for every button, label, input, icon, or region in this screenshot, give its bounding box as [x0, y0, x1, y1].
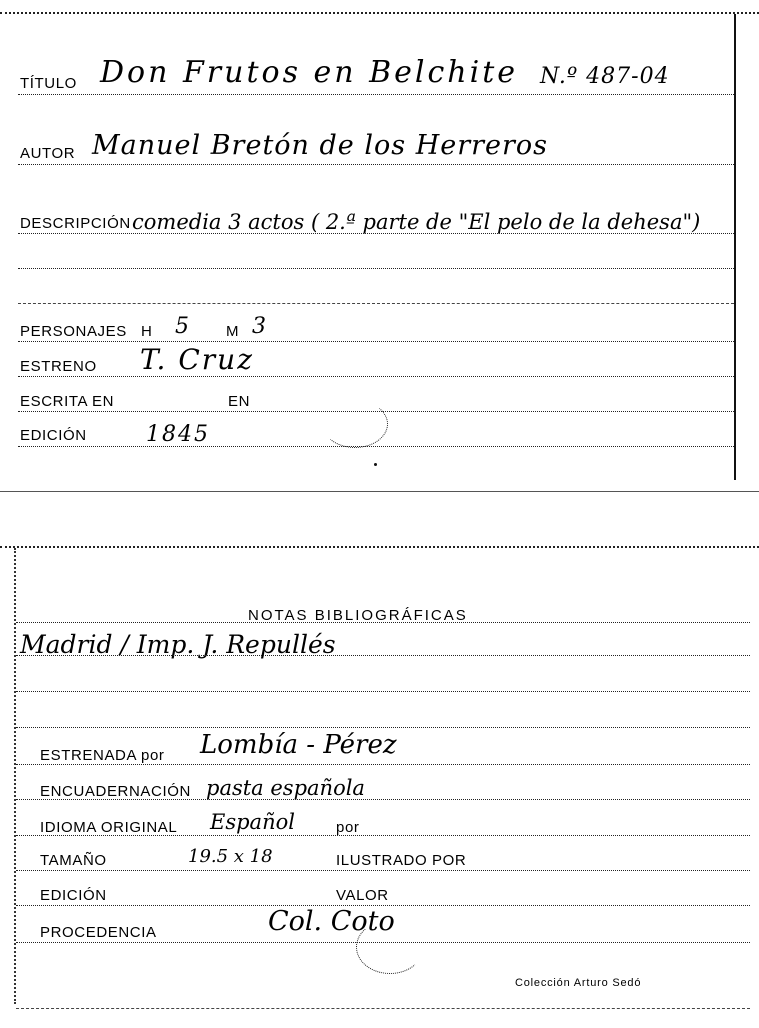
personajes-label: PERSONAJES: [20, 323, 127, 340]
catalog-card-front: [0, 0, 759, 492]
autor-label: AUTOR: [20, 145, 76, 162]
edicion-back-label: EDICIÓN: [40, 887, 107, 904]
tamano-value: 19.5 x 18: [188, 846, 273, 867]
notas-heading: NOTAS BIBLIOGRÁFICAS: [248, 607, 468, 624]
personajes-rule: [18, 341, 734, 342]
notas-rule: [16, 622, 750, 623]
autor-value: Manuel Bretón de los Herreros: [92, 130, 549, 161]
idioma-value: Español: [210, 810, 295, 834]
card-bottom-rule: [16, 1008, 750, 1009]
notas-rule-1: [16, 655, 750, 656]
titulo-rule: [18, 94, 734, 95]
notas-value: Madrid / Imp. J. Repullés: [20, 630, 336, 659]
personajes-m-value: 3: [252, 314, 266, 339]
ink-speck: [374, 463, 377, 466]
personajes-h-label: H: [141, 323, 153, 340]
personajes-m-label: M: [226, 323, 240, 340]
catalog-card-back: [0, 536, 759, 1028]
encuadernacion-label: ENCUADERNACIÓN: [40, 783, 191, 800]
edicion-label: EDICIÓN: [20, 427, 87, 444]
notas-rule-2: [16, 691, 750, 692]
escrita-en-label: EN: [228, 393, 251, 410]
descripcion-label: DESCRIPCIÓN: [20, 215, 131, 232]
estreno-value: T. Cruz: [140, 343, 254, 376]
idioma-por-label: por: [336, 819, 360, 836]
punch-hole: [322, 400, 388, 448]
idioma-label: IDIOMA ORIGINAL: [40, 819, 178, 836]
autor-rule: [18, 164, 734, 165]
edicion-rule: [18, 446, 734, 447]
edicion-value: 1845: [146, 422, 210, 447]
notas-rule-3: [16, 727, 750, 728]
estreno-rule: [18, 376, 734, 377]
descripcion-value: comedia 3 actos ( 2.ª parte de "El pelo de la dehesa"): [132, 210, 701, 234]
tamano-rule: [16, 870, 750, 871]
estrenada-rule: [16, 764, 750, 765]
card-bottom-edge: [0, 491, 759, 492]
escrita-label: ESCRITA EN: [20, 393, 115, 410]
blank-rule-2: [18, 303, 734, 304]
card-top-edge: [0, 546, 759, 548]
idioma-rule: [16, 835, 750, 836]
titulo-label: TÍTULO: [20, 75, 77, 92]
card-right-edge: [734, 14, 736, 480]
catalog-number: N.º 487-04: [540, 64, 670, 89]
descripcion-rule: [18, 233, 734, 234]
procedencia-value: Col. Coto: [268, 906, 395, 937]
estrenada-label: ESTRENADA por: [40, 747, 165, 764]
procedencia-label: PROCEDENCIA: [40, 924, 157, 941]
personajes-h-value: 5: [175, 314, 189, 339]
estrenada-value: Lombía - Pérez: [200, 730, 397, 760]
encuadernacion-value: pasta española: [206, 776, 365, 800]
card-top-edge: [0, 12, 759, 14]
collection-stamp: Colección Arturo Sedó: [515, 977, 642, 989]
valor-label: VALOR: [336, 887, 389, 904]
blank-rule-1: [18, 268, 734, 269]
titulo-value: Don Frutos en Belchite: [100, 55, 519, 90]
card-left-edge: [14, 548, 16, 1004]
ilustrado-label: ILUSTRADO POR: [336, 852, 467, 869]
encuadernacion-rule: [16, 799, 750, 800]
estreno-label: ESTRENO: [20, 358, 97, 375]
tamano-label: TAMAÑO: [40, 852, 107, 869]
punch-hole: [356, 920, 424, 974]
